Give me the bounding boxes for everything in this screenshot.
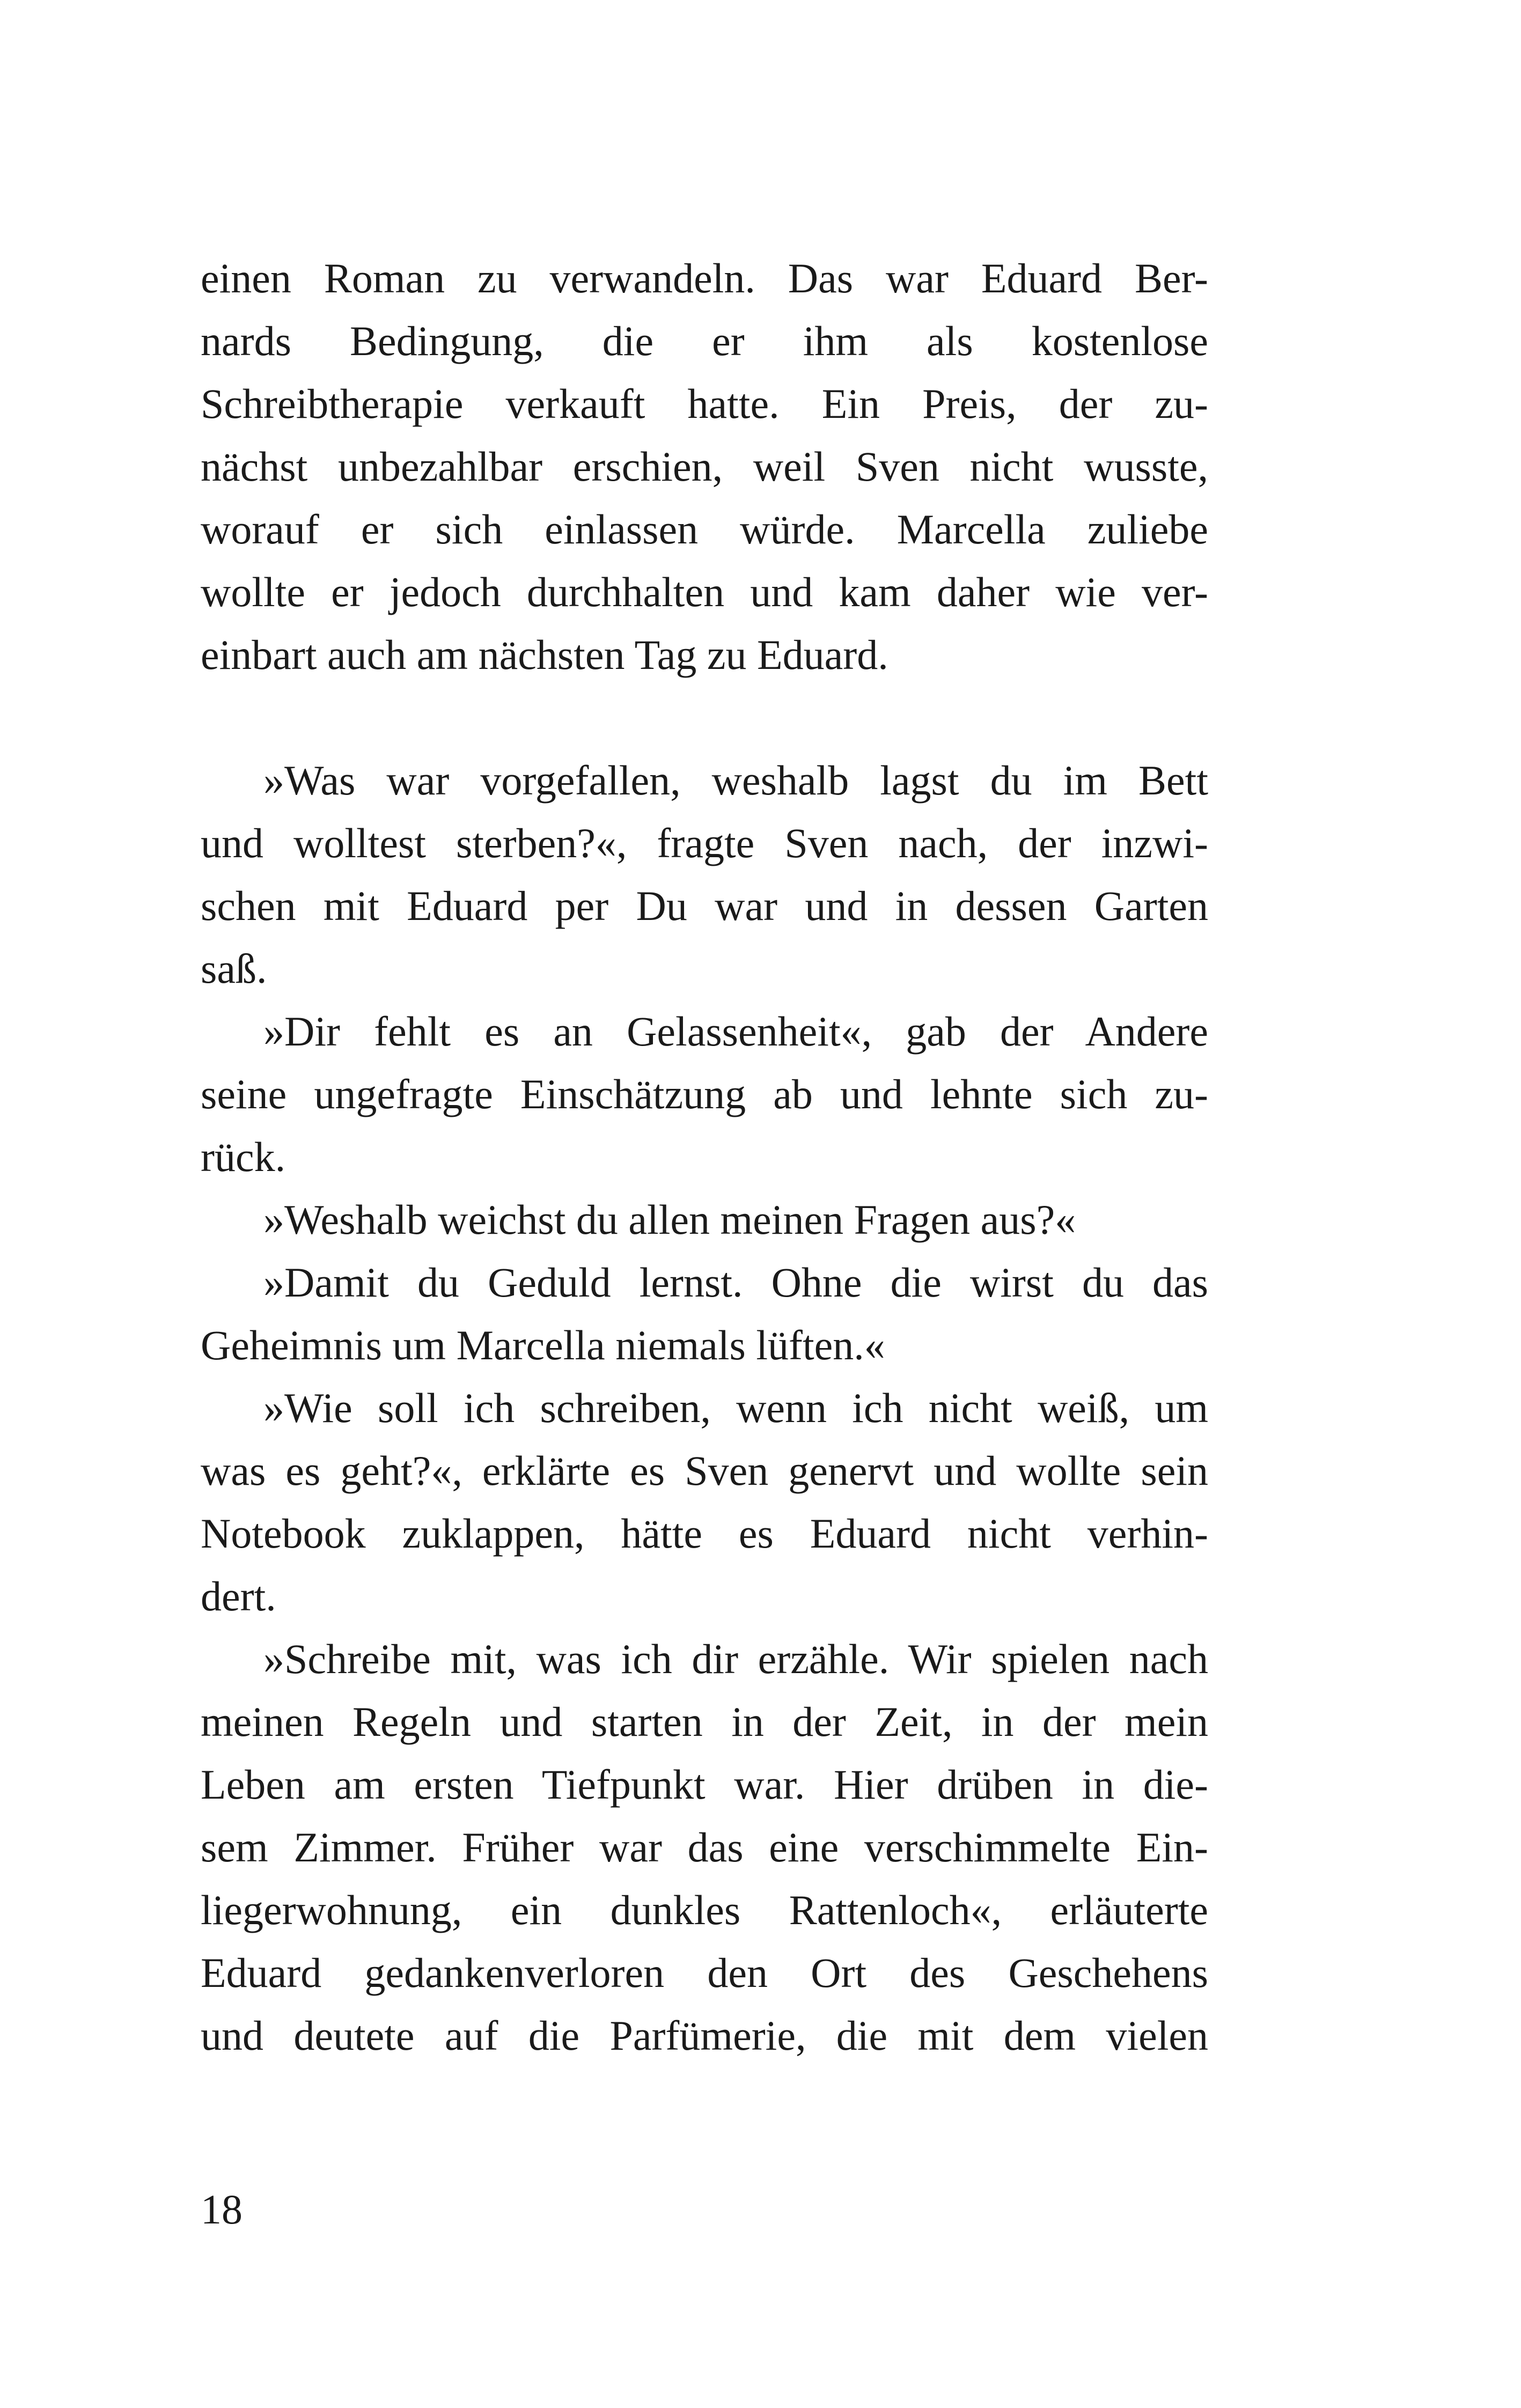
text-line: »Damit du Geduld lernst. Ohne die wirst du das: [263, 1259, 1208, 1306]
text-line: »Dir fehlt es an Gelassenheit«, gab der Andere: [263, 1008, 1208, 1055]
text-line: »Weshalb weichst du allen meinen Fragen aus?«: [263, 1196, 1076, 1243]
text-line: Eduard gedankenverloren den Ort des Geschehens: [201, 1949, 1208, 1996]
text-line: nards Bedingung, die er ihm als kostenlose: [201, 318, 1208, 364]
text-block: [201, 247, 1208, 2067]
section-break: [201, 686, 1208, 749]
text-line: einen Roman zu verwandeln. Das war Eduard Ber-: [201, 255, 1208, 301]
text-line: Leben am ersten Tiefpunkt war. Hier drüben in die-: [201, 1761, 1208, 1808]
text-line: worauf er sich einlassen würde. Marcella zuliebe: [201, 506, 1208, 553]
paragraph: [201, 1376, 1208, 1628]
paragraph: [201, 1188, 1208, 1251]
text-line: Schreibtherapie verkauft hatte. Ein Preis, der zu-: [201, 380, 1208, 427]
text-line: rück.: [201, 1133, 286, 1180]
text-line: und deutete auf die Parfümerie, die mit dem vielen: [201, 2012, 1208, 2059]
text-line: nächst unbezahlbar erschien, weil Sven nicht wusste,: [201, 443, 1208, 490]
text-line: schen mit Eduard per Du war und in dessen Garten: [201, 882, 1208, 929]
text-line: »Was war vorgefallen, weshalb lagst du im Bett: [263, 757, 1208, 804]
text-line: Geheimnis um Marcella niemals lüften.«: [201, 1322, 885, 1368]
text-line: Notebook zuklappen, hätte es Eduard nicht verhin-: [201, 1510, 1208, 1557]
text-line: liegerwohnung, ein dunkles Rattenloch«, erläuterte: [201, 1887, 1208, 1933]
paragraph: [201, 1628, 1208, 2067]
text-line: »Wie soll ich schreiben, wenn ich nicht weiß, um: [263, 1385, 1208, 1431]
text-line: dert.: [201, 1573, 276, 1619]
text-line: »Schreibe mit, was ich dir erzähle. Wir spielen nach: [263, 1636, 1208, 1682]
text-line: saß.: [201, 945, 267, 992]
text-line: seine ungefragte Einschätzung ab und lehnte sich zu-: [201, 1071, 1208, 1117]
text-line: sem Zimmer. Früher war das eine verschimmelte Ein-: [201, 1824, 1208, 1871]
paragraph: [201, 1000, 1208, 1188]
paragraph: [201, 1251, 1208, 1376]
text-line: meinen Regeln und starten in der Zeit, in der mein: [201, 1698, 1208, 1745]
text-line: wollte er jedoch durchhalten und kam daher wie ver-: [201, 569, 1208, 615]
text-line: einbart auch am nächsten Tag zu Eduard.: [201, 631, 888, 678]
paragraph: [201, 247, 1208, 686]
text-line: und wolltest sterben?«, fragte Sven nach, der inzwi-: [201, 820, 1208, 866]
page-number: 18: [201, 2186, 243, 2233]
text-line: was es geht?«, erklärte es Sven genervt und wollte sein: [201, 1447, 1208, 1494]
paragraph: [201, 749, 1208, 1000]
